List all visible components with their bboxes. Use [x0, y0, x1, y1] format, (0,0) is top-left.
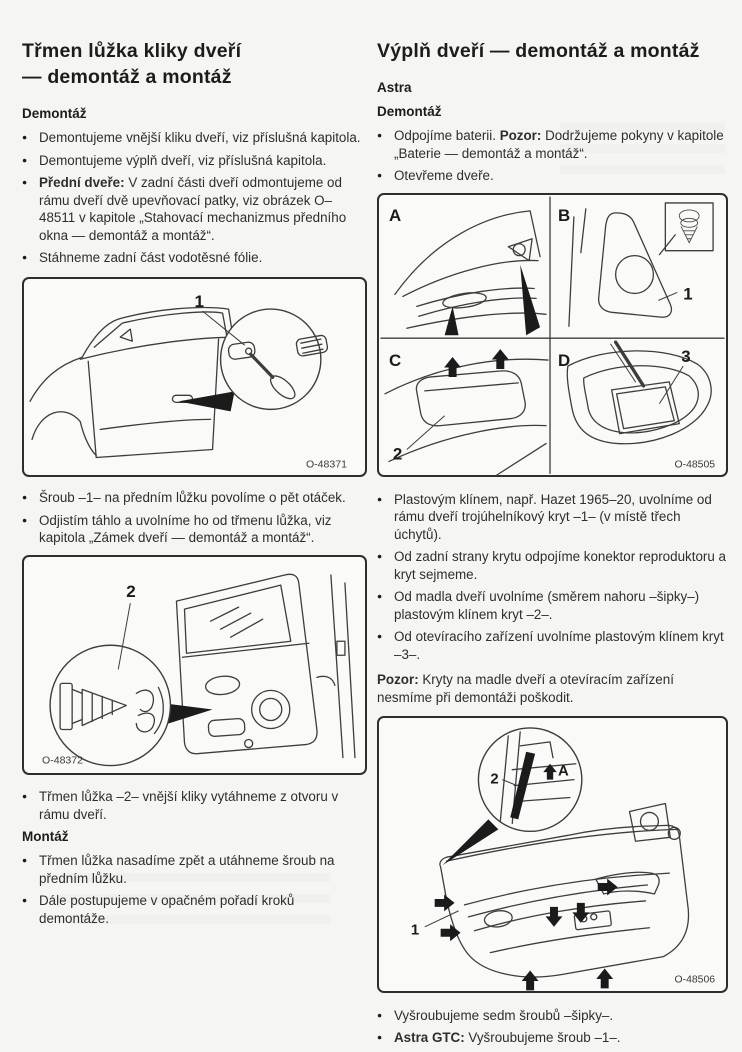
bullet-text: Od zadní strany krytu odpojíme konektor reproduktoru a kryt sejmeme.	[394, 549, 726, 582]
panel-label-a: A	[388, 205, 402, 225]
title-line-2: — demontáž a montáž	[22, 66, 232, 88]
bullet-text: Stáhneme zadní část vodotěsné fólie.	[39, 250, 263, 265]
bullet-dot: ●	[22, 791, 28, 802]
figure-code: O-48505	[674, 458, 716, 470]
bullet-dot: ●	[22, 154, 28, 165]
figure-O-48371	[22, 277, 367, 478]
left-column	[22, 38, 367, 932]
left-montaz-heading: Montáž	[22, 829, 69, 845]
right-demontaz-heading: Demontáž	[377, 104, 442, 119]
panel-label-c: C	[388, 350, 402, 370]
bullet-item	[377, 491, 728, 544]
bullet-dot: ●	[377, 631, 383, 642]
bullet-item	[22, 174, 367, 244]
pozor-note: Pozor: Kryty na madle dveří a otevíracím zařízení nesmíme při demontáži poškodit.	[377, 672, 674, 705]
bullet-item	[377, 548, 728, 583]
bullet-dot: ●	[377, 591, 383, 602]
figure-code: O-48371	[305, 458, 347, 471]
bullet-dot: ●	[22, 177, 28, 187]
right-demontaz-list	[377, 127, 728, 185]
right-arrow	[598, 879, 618, 896]
pointer-wedge	[443, 820, 499, 866]
right-final-list	[377, 1007, 728, 1047]
bullet-text: Odjistím táhlo a uvolníme ho od třmenu lůžka, viz kapitola „Zámek dveří — demontáž a montáž“.	[39, 512, 332, 546]
figure-label-2: 2	[490, 771, 499, 788]
door-clamp-removal-illustration	[24, 557, 365, 774]
bullet-dot: ●	[377, 130, 383, 140]
panel-label-b: B	[557, 205, 571, 225]
up-arrow	[522, 971, 539, 991]
trim-covers-quad-illustration	[379, 195, 726, 475]
car-side-drawing	[30, 307, 235, 457]
up-arrow	[596, 969, 613, 989]
left-article-title	[22, 38, 367, 90]
figure-code: O-48506	[674, 974, 716, 986]
bullet-text: Vyšroubujeme sedm šroubů –šipky–.	[394, 1007, 614, 1023]
right-arrow	[441, 925, 461, 942]
bullet-text: Astra GTC: Vyšroubujeme šroub –1–.	[394, 1030, 621, 1046]
bullet-dot: ●	[22, 895, 28, 906]
bullet-text: Plastovým klínem, např. Hazet 1965–20, uvolníme od rámu dveří trojúhelníkový kryt –1– (v místě třech úchytů).	[394, 491, 712, 542]
bullet-item	[22, 852, 367, 887]
open-door-drawing	[176, 574, 355, 757]
left-after-fig2-list	[22, 788, 367, 823]
left-demontaz-list	[22, 129, 367, 267]
left-mid-list	[22, 489, 367, 547]
panel-c-drawing	[385, 359, 548, 475]
bullet-text: Demontujeme vnější kliku dveří, viz příslušná kapitola.	[39, 130, 361, 145]
left-demontaz-heading: Demontáž	[22, 106, 87, 121]
panel-b-drawing	[569, 208, 675, 325]
right-steps-list	[377, 491, 728, 664]
pointer-wedge	[178, 391, 234, 411]
bullet-dot: ●	[377, 551, 383, 562]
bullet-item	[377, 1007, 728, 1025]
figure-O-48505	[377, 193, 728, 477]
down-arrow	[546, 907, 563, 927]
pointer-wedge	[164, 703, 212, 723]
bullet-text: Přední dveře: V zadní části dveří odmontujeme od rámu dveří dvě upevňovací patky, viz obrázek O–48511 v kapitole „Stahovací mechanizmus předního okna — demontáž a montáž“.	[39, 175, 347, 243]
bullet-dot: ●	[22, 252, 28, 262]
figure-label-2: 2	[126, 581, 136, 601]
up-arrow	[492, 349, 509, 369]
bullet-dot: ●	[377, 1032, 383, 1043]
plastic-clip-icon	[679, 209, 699, 242]
bullet-dot: ●	[377, 493, 383, 504]
figure-label-1: 1	[683, 283, 693, 303]
bullet-item	[377, 588, 728, 623]
bullet-item	[22, 489, 367, 507]
figure-label-1: 1	[194, 291, 204, 311]
bullet-dot: ●	[22, 514, 28, 525]
door-panel-screws-illustration	[379, 718, 726, 990]
bullet-text: Odpojíme baterii. Pozor: Dodržujeme pokyny v kapitole „Baterie — demontáž a montáž“.	[394, 128, 724, 161]
right-article-title: Výplň dveří — demontáž a montáž	[377, 40, 700, 62]
bullet-item	[22, 512, 367, 547]
panel-a-drawing	[395, 210, 546, 327]
bullet-item	[22, 892, 367, 927]
figure-label-1: 1	[410, 923, 420, 940]
figure-code: O-48372	[42, 754, 83, 767]
bullet-text: Demontujeme výplň dveří, viz příslušná kapitola.	[39, 152, 327, 168]
bullet-dot: ●	[22, 132, 28, 142]
bullet-text: Šroub –1– na předním lůžku povolíme o pět otáček.	[39, 490, 346, 506]
bullet-item	[377, 628, 728, 663]
title-line-1: Třmen lůžka kliky dveří	[22, 40, 242, 62]
bullet-item	[22, 249, 367, 267]
bullet-item	[377, 1029, 728, 1047]
bullet-text: Třmen lůžka –2– vnější kliky vytáhneme z otvoru v rámu dveří.	[39, 789, 339, 822]
pointer-wedge	[520, 264, 540, 335]
bullet-item	[22, 129, 367, 147]
bullet-item	[22, 152, 367, 170]
bullet-dot: ●	[22, 492, 28, 503]
model-heading: Astra	[377, 80, 412, 95]
bullet-text: Od otevíracího zařízení uvolníme plastovým klínem kryt –3–.	[394, 629, 724, 662]
bullet-text: Třmen lůžka nasadíme zpět a utáhneme šroub na předním lůžku.	[39, 853, 335, 886]
bullet-text: Od madla dveří uvolníme (směrem nahoru –šipky–) plastovým klínem kryt –2–.	[394, 589, 700, 622]
right-arrow	[435, 895, 455, 912]
figure-label-2: 2	[392, 443, 403, 463]
bullet-text: Otevřeme dveře.	[394, 168, 494, 183]
bullet-dot: ●	[377, 1009, 383, 1020]
bullet-item	[377, 167, 728, 185]
bullet-dot: ●	[22, 855, 28, 866]
figure-O-48372	[22, 555, 367, 776]
bullet-dot: ●	[377, 170, 383, 180]
figure-label-3: 3	[681, 346, 691, 366]
bullet-item	[22, 788, 367, 823]
panel-label-d: D	[557, 350, 571, 370]
figure-O-48506	[377, 716, 728, 992]
right-column	[377, 38, 728, 1052]
figure-label-a: A	[557, 764, 569, 781]
left-montaz-list	[22, 852, 367, 927]
door-handle-screw-illustration	[24, 279, 365, 476]
bullet-item	[377, 127, 728, 162]
bullet-text: Dále postupujeme v opačném pořadí kroků demontáže.	[39, 893, 295, 926]
door-panel-drawing	[440, 804, 689, 977]
